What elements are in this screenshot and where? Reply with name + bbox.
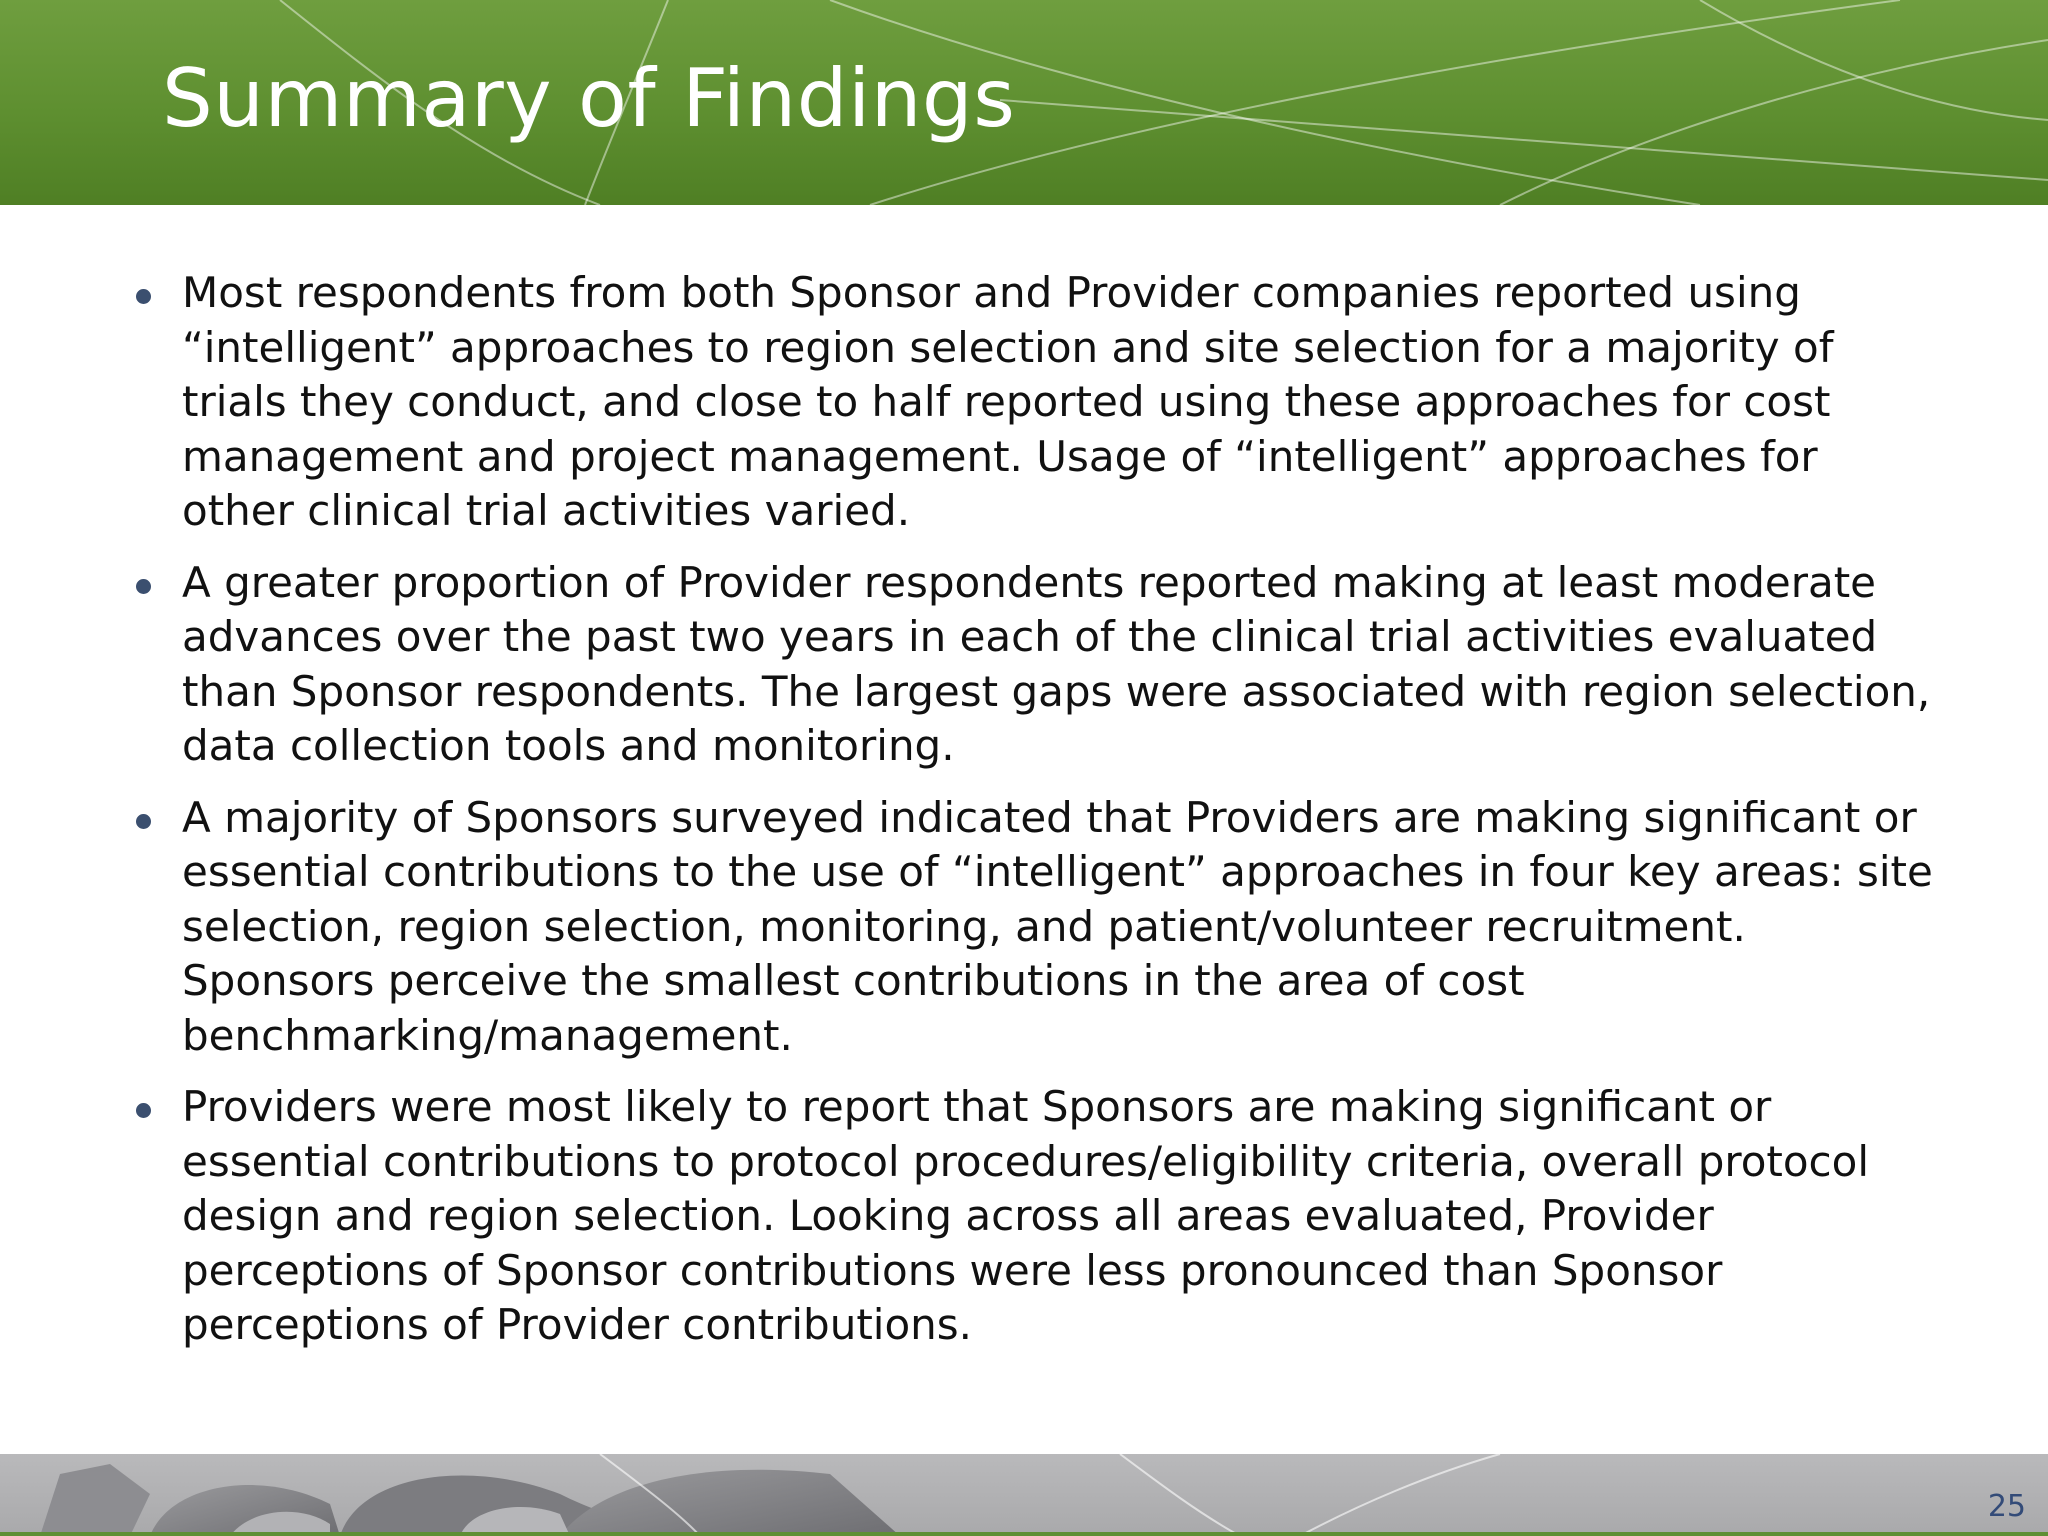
findings-list bbox=[130, 266, 1940, 1353]
finding-text: A greater proportion of Provider respondents reported making at least moderate advances over the past two years in each of the clinical trial activities evaluated than Sponsor respondents. The largest gaps were associated with region selection, data collection tools and monitoring. bbox=[182, 557, 1931, 770]
finding-item bbox=[130, 1080, 1940, 1353]
finding-text: Most respondents from both Sponsor and Provider companies reported using “intelligent” approaches to region selection and site selection for a majority of trials they conduct, and close to half reported using these approaches for cost management and project management. Usage of “intelligent” approaches for other clinical trial activities varied. bbox=[182, 268, 1834, 535]
findings-content bbox=[130, 266, 1940, 1370]
finding-item bbox=[130, 791, 1940, 1064]
bullet-dot-icon bbox=[136, 1103, 151, 1118]
finding-item bbox=[130, 556, 1940, 774]
bullet-dot-icon bbox=[136, 289, 151, 304]
page-number: 25 bbox=[1987, 1489, 2026, 1524]
title-banner bbox=[0, 0, 2048, 205]
footer-decorative-shapes bbox=[0, 1454, 2048, 1536]
bullet-dot-icon bbox=[136, 814, 151, 829]
finding-item bbox=[130, 266, 1940, 539]
footer-accent-line bbox=[0, 1532, 2048, 1536]
slide-title: Summary of Findings bbox=[162, 52, 1016, 145]
finding-text: Providers were most likely to report that Sponsors are making significant or essential contributions to protocol procedures/eligibility criteria, overall protocol design and region selection. Looking across all areas evaluated, Provider perceptions of Sponsor contributions were less pronounced than Sponsor perceptions of Provider contributions. bbox=[182, 1082, 1870, 1349]
footer-band bbox=[0, 1454, 2048, 1536]
finding-text: A majority of Sponsors surveyed indicated that Providers are making significant or essential contributions to the use of “intelligent” approaches in four key areas: site selection, region selection, monitoring, and patient/volunteer recruitment. Sponsors perceive the smallest contributions in the area of cost benchmarking/management. bbox=[182, 792, 1933, 1060]
bullet-dot-icon bbox=[136, 579, 151, 594]
